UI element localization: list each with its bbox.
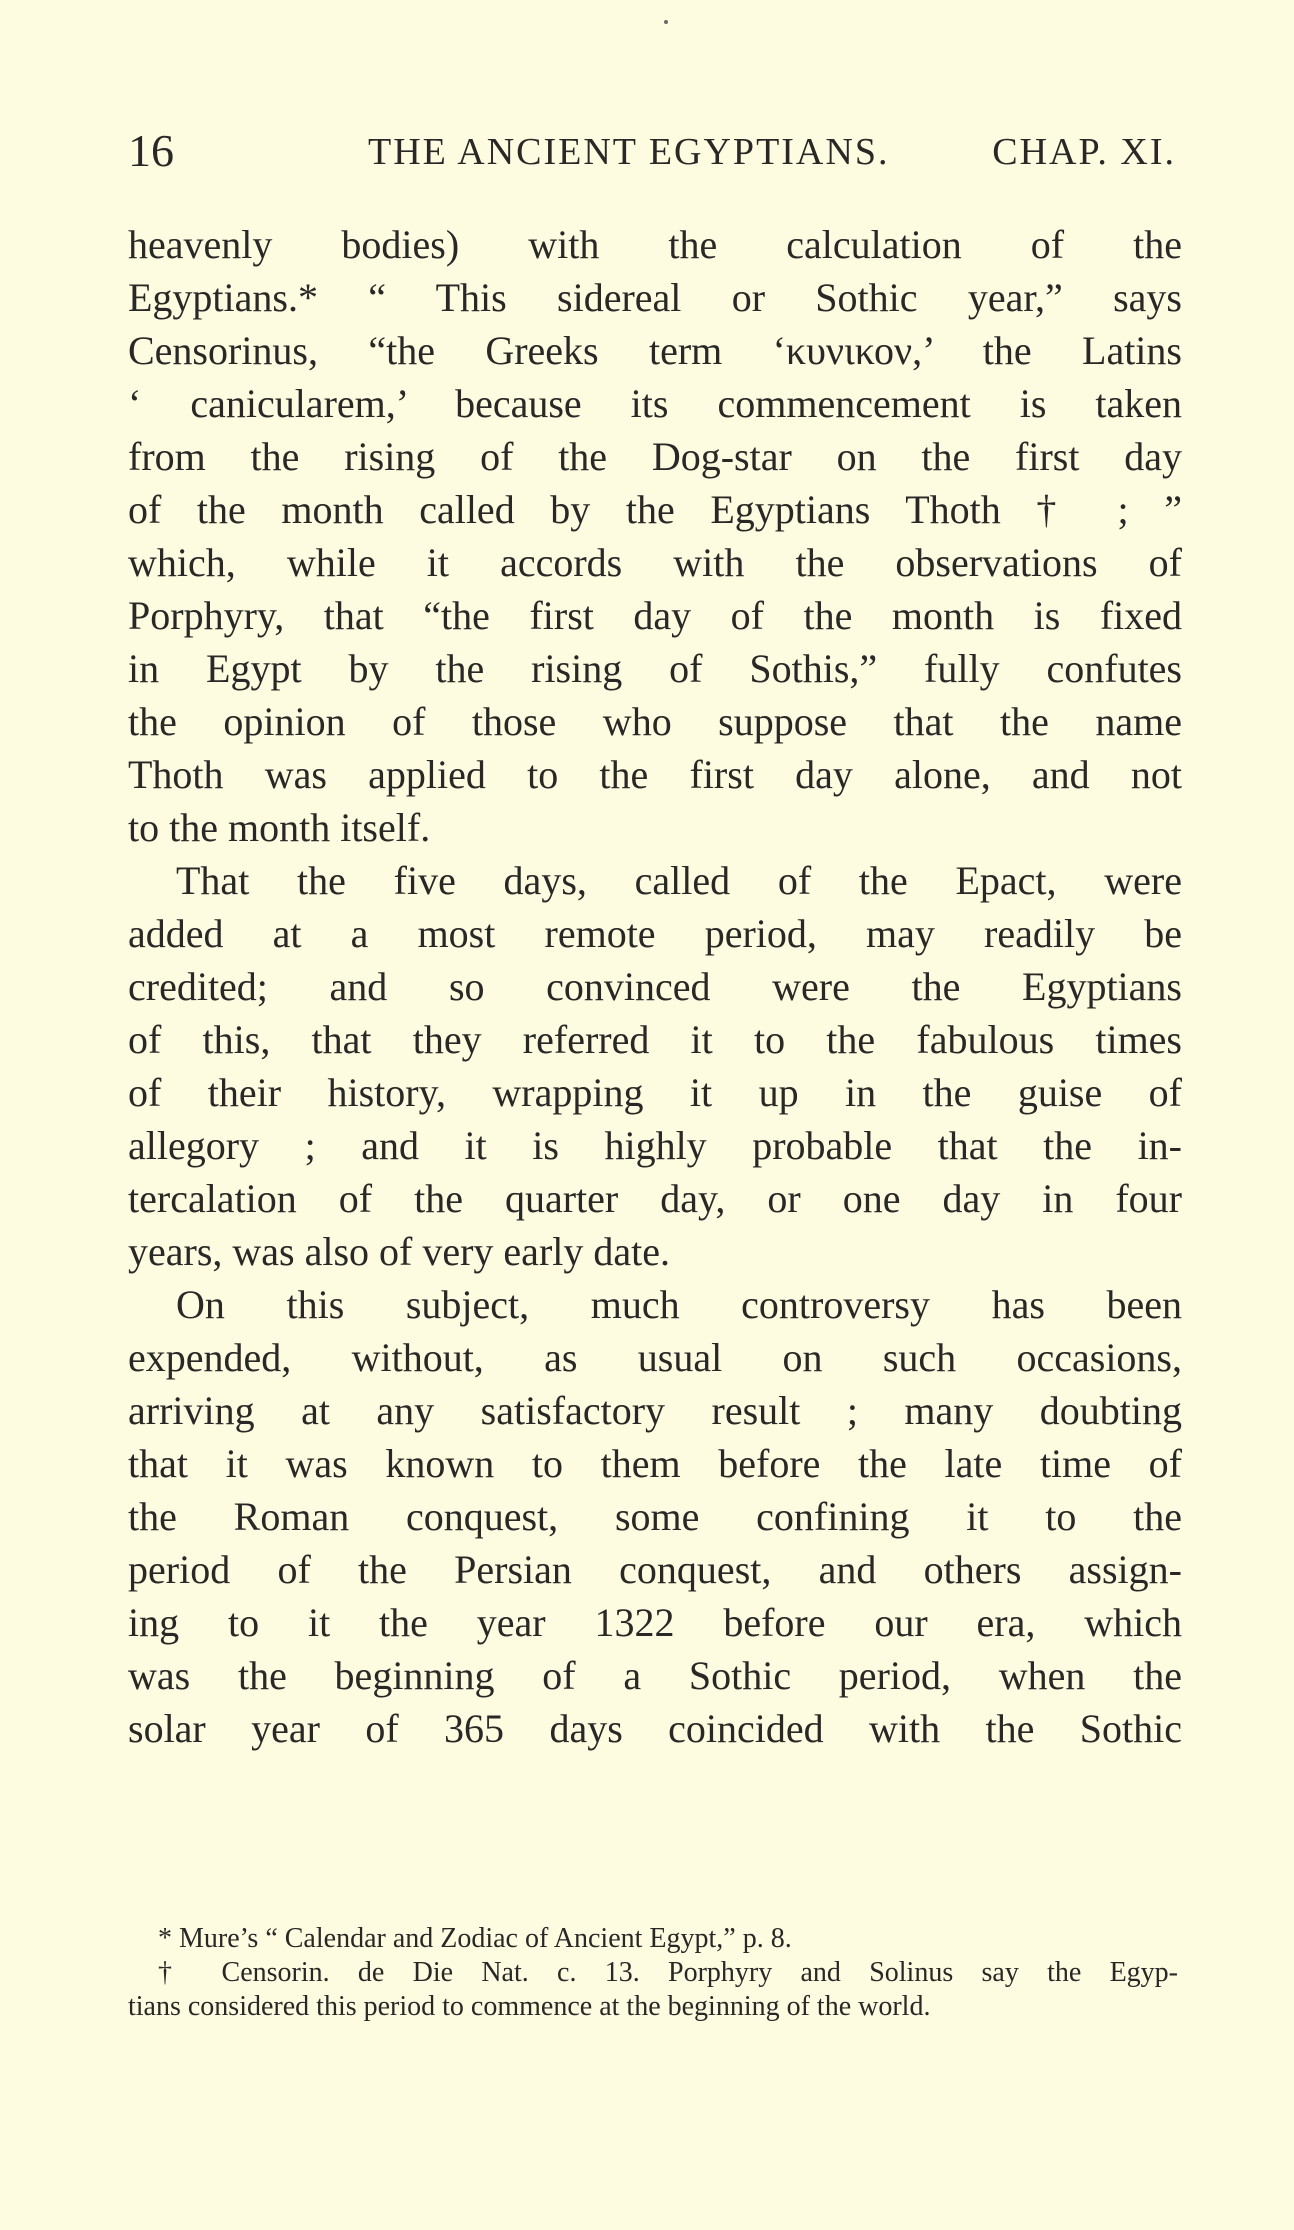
text-line: added at a most remote period, may readily be bbox=[128, 911, 1182, 956]
text-line: period of the Persian conquest, and others assign- bbox=[128, 1547, 1182, 1592]
body-text bbox=[128, 218, 1182, 1755]
text-line: Censorinus, “the Greeks term ‘κυνικον,’ the Latins bbox=[128, 328, 1182, 373]
text-line: solar year of 365 days coincided with the Sothic bbox=[128, 1706, 1182, 1751]
text-line: of the month called by the Egyptians Thoth † ; ” bbox=[128, 487, 1182, 532]
text-line: of their history, wrapping it up in the guise of bbox=[128, 1070, 1182, 1115]
text-line: which, while it accords with the observations of bbox=[128, 540, 1182, 585]
text-line: from the rising of the Dog-star on the first day bbox=[128, 434, 1182, 479]
text-line: credited; and so convinced were the Egyptians bbox=[128, 964, 1182, 1009]
paper-speck bbox=[664, 20, 668, 24]
text-line: the opinion of those who suppose that the name bbox=[128, 699, 1182, 744]
footnotes bbox=[128, 1922, 1178, 2024]
footnote-mure: * Mure’s “ Calendar and Zodiac of Ancient Egypt,” p. 8. bbox=[158, 1923, 792, 1954]
page-number: 16 bbox=[128, 125, 174, 176]
paragraph-end-line: to the month itself. bbox=[128, 805, 431, 850]
text-line: of this, that they referred it to the fabulous times bbox=[128, 1017, 1182, 1062]
text-line: arriving at any satisfactory result ; many doubting bbox=[128, 1388, 1182, 1433]
footnote-censorinus: † Censorin. de Die Nat. c. 13. Porphyry and Solinus say the Egyp- bbox=[158, 1957, 1178, 1988]
text-line: tercalation of the quarter day, or one day in four bbox=[128, 1176, 1182, 1221]
text-line: allegory ; and it is highly probable that the in- bbox=[128, 1123, 1182, 1168]
text-line: Thoth was applied to the first day alone, and not bbox=[128, 752, 1182, 797]
footnote-continuation: tians considered this period to commence at the beginning of the world. bbox=[128, 1991, 931, 2022]
text-line: ‘ canicularem,’ because its commencement is taken bbox=[128, 381, 1182, 426]
text-line: in Egypt by the rising of Sothis,” fully confutes bbox=[128, 646, 1182, 691]
running-header bbox=[128, 124, 1176, 180]
text-line: that it was known to them before the late time of bbox=[128, 1441, 1182, 1486]
text-line: heavenly bodies) with the calculation of the bbox=[128, 222, 1182, 267]
running-title: THE ANCIENT EGYPTIANS. bbox=[368, 131, 890, 173]
chapter-label: CHAP. XI. bbox=[992, 131, 1176, 173]
paragraph-start-line: On this subject, much controversy has been bbox=[176, 1282, 1182, 1327]
text-line: expended, without, as usual on such occasions, bbox=[128, 1335, 1182, 1380]
text-line: Egyptians.* “ This sidereal or Sothic year,” says bbox=[128, 275, 1182, 320]
paragraph-start-line: That the five days, called of the Epact, were bbox=[176, 858, 1182, 903]
paragraph-end-line: years, was also of very early date. bbox=[128, 1229, 670, 1274]
text-line: was the beginning of a Sothic period, when the bbox=[128, 1653, 1182, 1698]
text-line: ing to it the year 1322 before our era, which bbox=[128, 1600, 1182, 1645]
text-line: the Roman conquest, some confining it to the bbox=[128, 1494, 1182, 1539]
text-line: Porphyry, that “the first day of the month is fixed bbox=[128, 593, 1182, 638]
